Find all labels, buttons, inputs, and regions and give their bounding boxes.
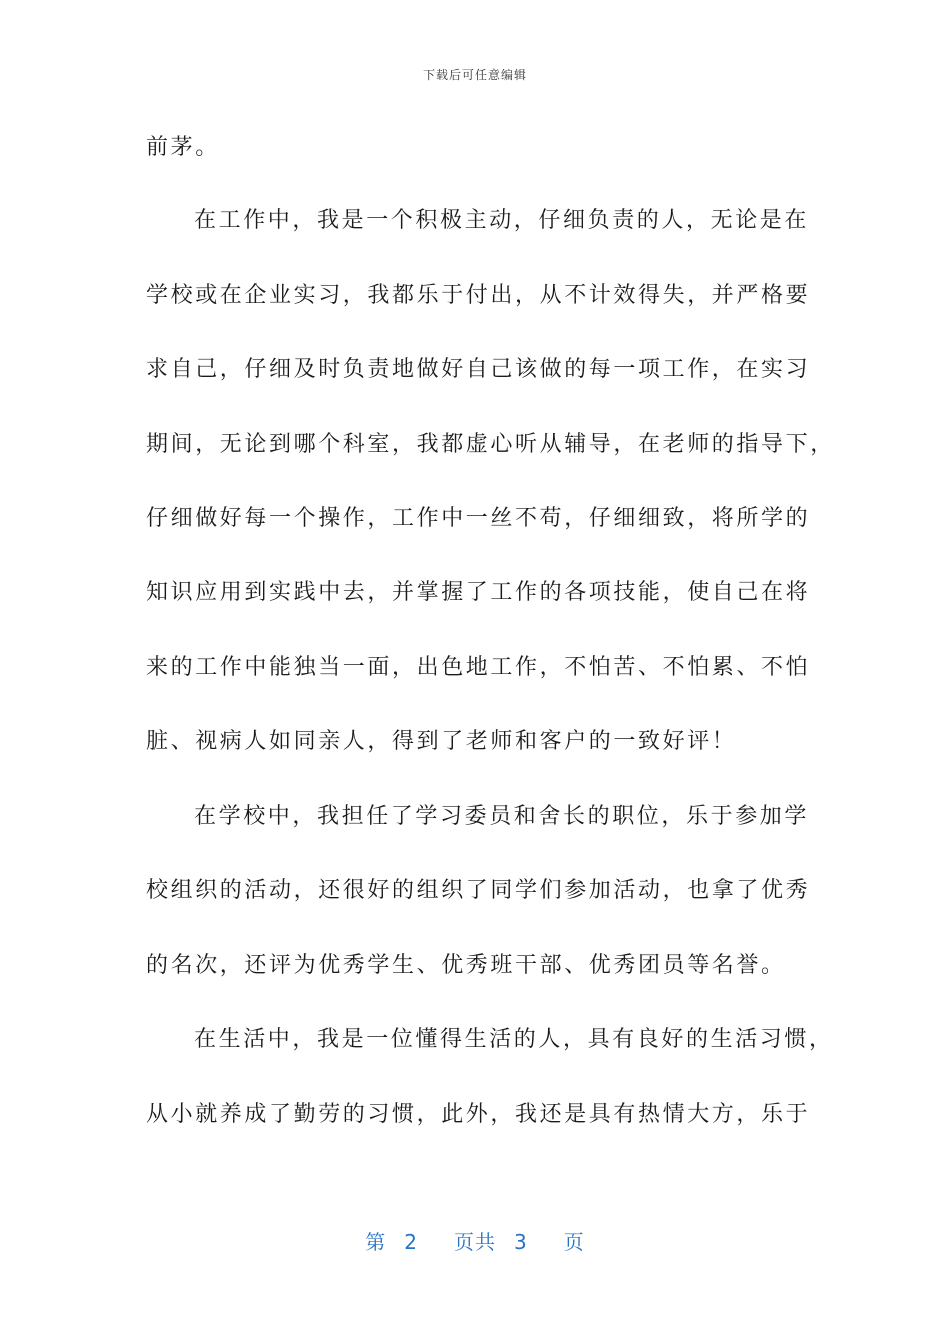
page-label-middle: 页共 bbox=[454, 1230, 496, 1254]
body-line: 校组织的活动，还很好的组织了同学们参加活动，也拿了优秀 bbox=[146, 878, 811, 903]
body-line: 学校或在企业实习，我都乐于付出，从不计效得失，并严格要 bbox=[146, 283, 811, 308]
body-line: 期间，无论到哪个科室，我都虚心听从辅导，在老师的指导下， bbox=[146, 432, 835, 457]
body-line: 前茅。 bbox=[146, 135, 220, 160]
total-page-number: 3 bbox=[514, 1230, 528, 1254]
body-line: 知识应用到实践中去，并掌握了工作的各项技能，使自己在将 bbox=[146, 580, 811, 605]
current-page-number: 2 bbox=[404, 1230, 418, 1254]
page-header-note: 下载后可任意编辑 bbox=[422, 68, 527, 82]
page-label-suffix: 页 bbox=[563, 1230, 585, 1254]
body-line: 在学校中，我担任了学习委员和舍长的职位，乐于参加学 bbox=[194, 804, 810, 829]
body-line: 在生活中，我是一位懂得生活的人，具有良好的生活习惯， bbox=[194, 1027, 834, 1052]
body-line: 从小就养成了勤劳的习惯，此外，我还是具有热情大方，乐于 bbox=[146, 1102, 811, 1127]
body-line: 求自己，仔细及时负责地做好自己该做的每一项工作，在实习 bbox=[146, 357, 811, 382]
body-line: 在工作中，我是一个积极主动，仔细负责的人，无论是在 bbox=[194, 208, 810, 233]
page-number-footer bbox=[0, 1226, 950, 1255]
body-line: 仔细做好每一个操作，工作中一丝不苟，仔细细致，将所学的 bbox=[146, 506, 811, 531]
body-line: 脏、视病人如同亲人，得到了老师和客户的一致好评！ bbox=[146, 729, 737, 754]
page-label-prefix: 第 bbox=[365, 1230, 387, 1254]
body-line: 来的工作中能独当一面，出色地工作，不怕苦、不怕累、不怕 bbox=[146, 655, 811, 680]
body-line: 的名次，还评为优秀学生、优秀班干部、优秀团员等名誉。 bbox=[146, 953, 786, 978]
